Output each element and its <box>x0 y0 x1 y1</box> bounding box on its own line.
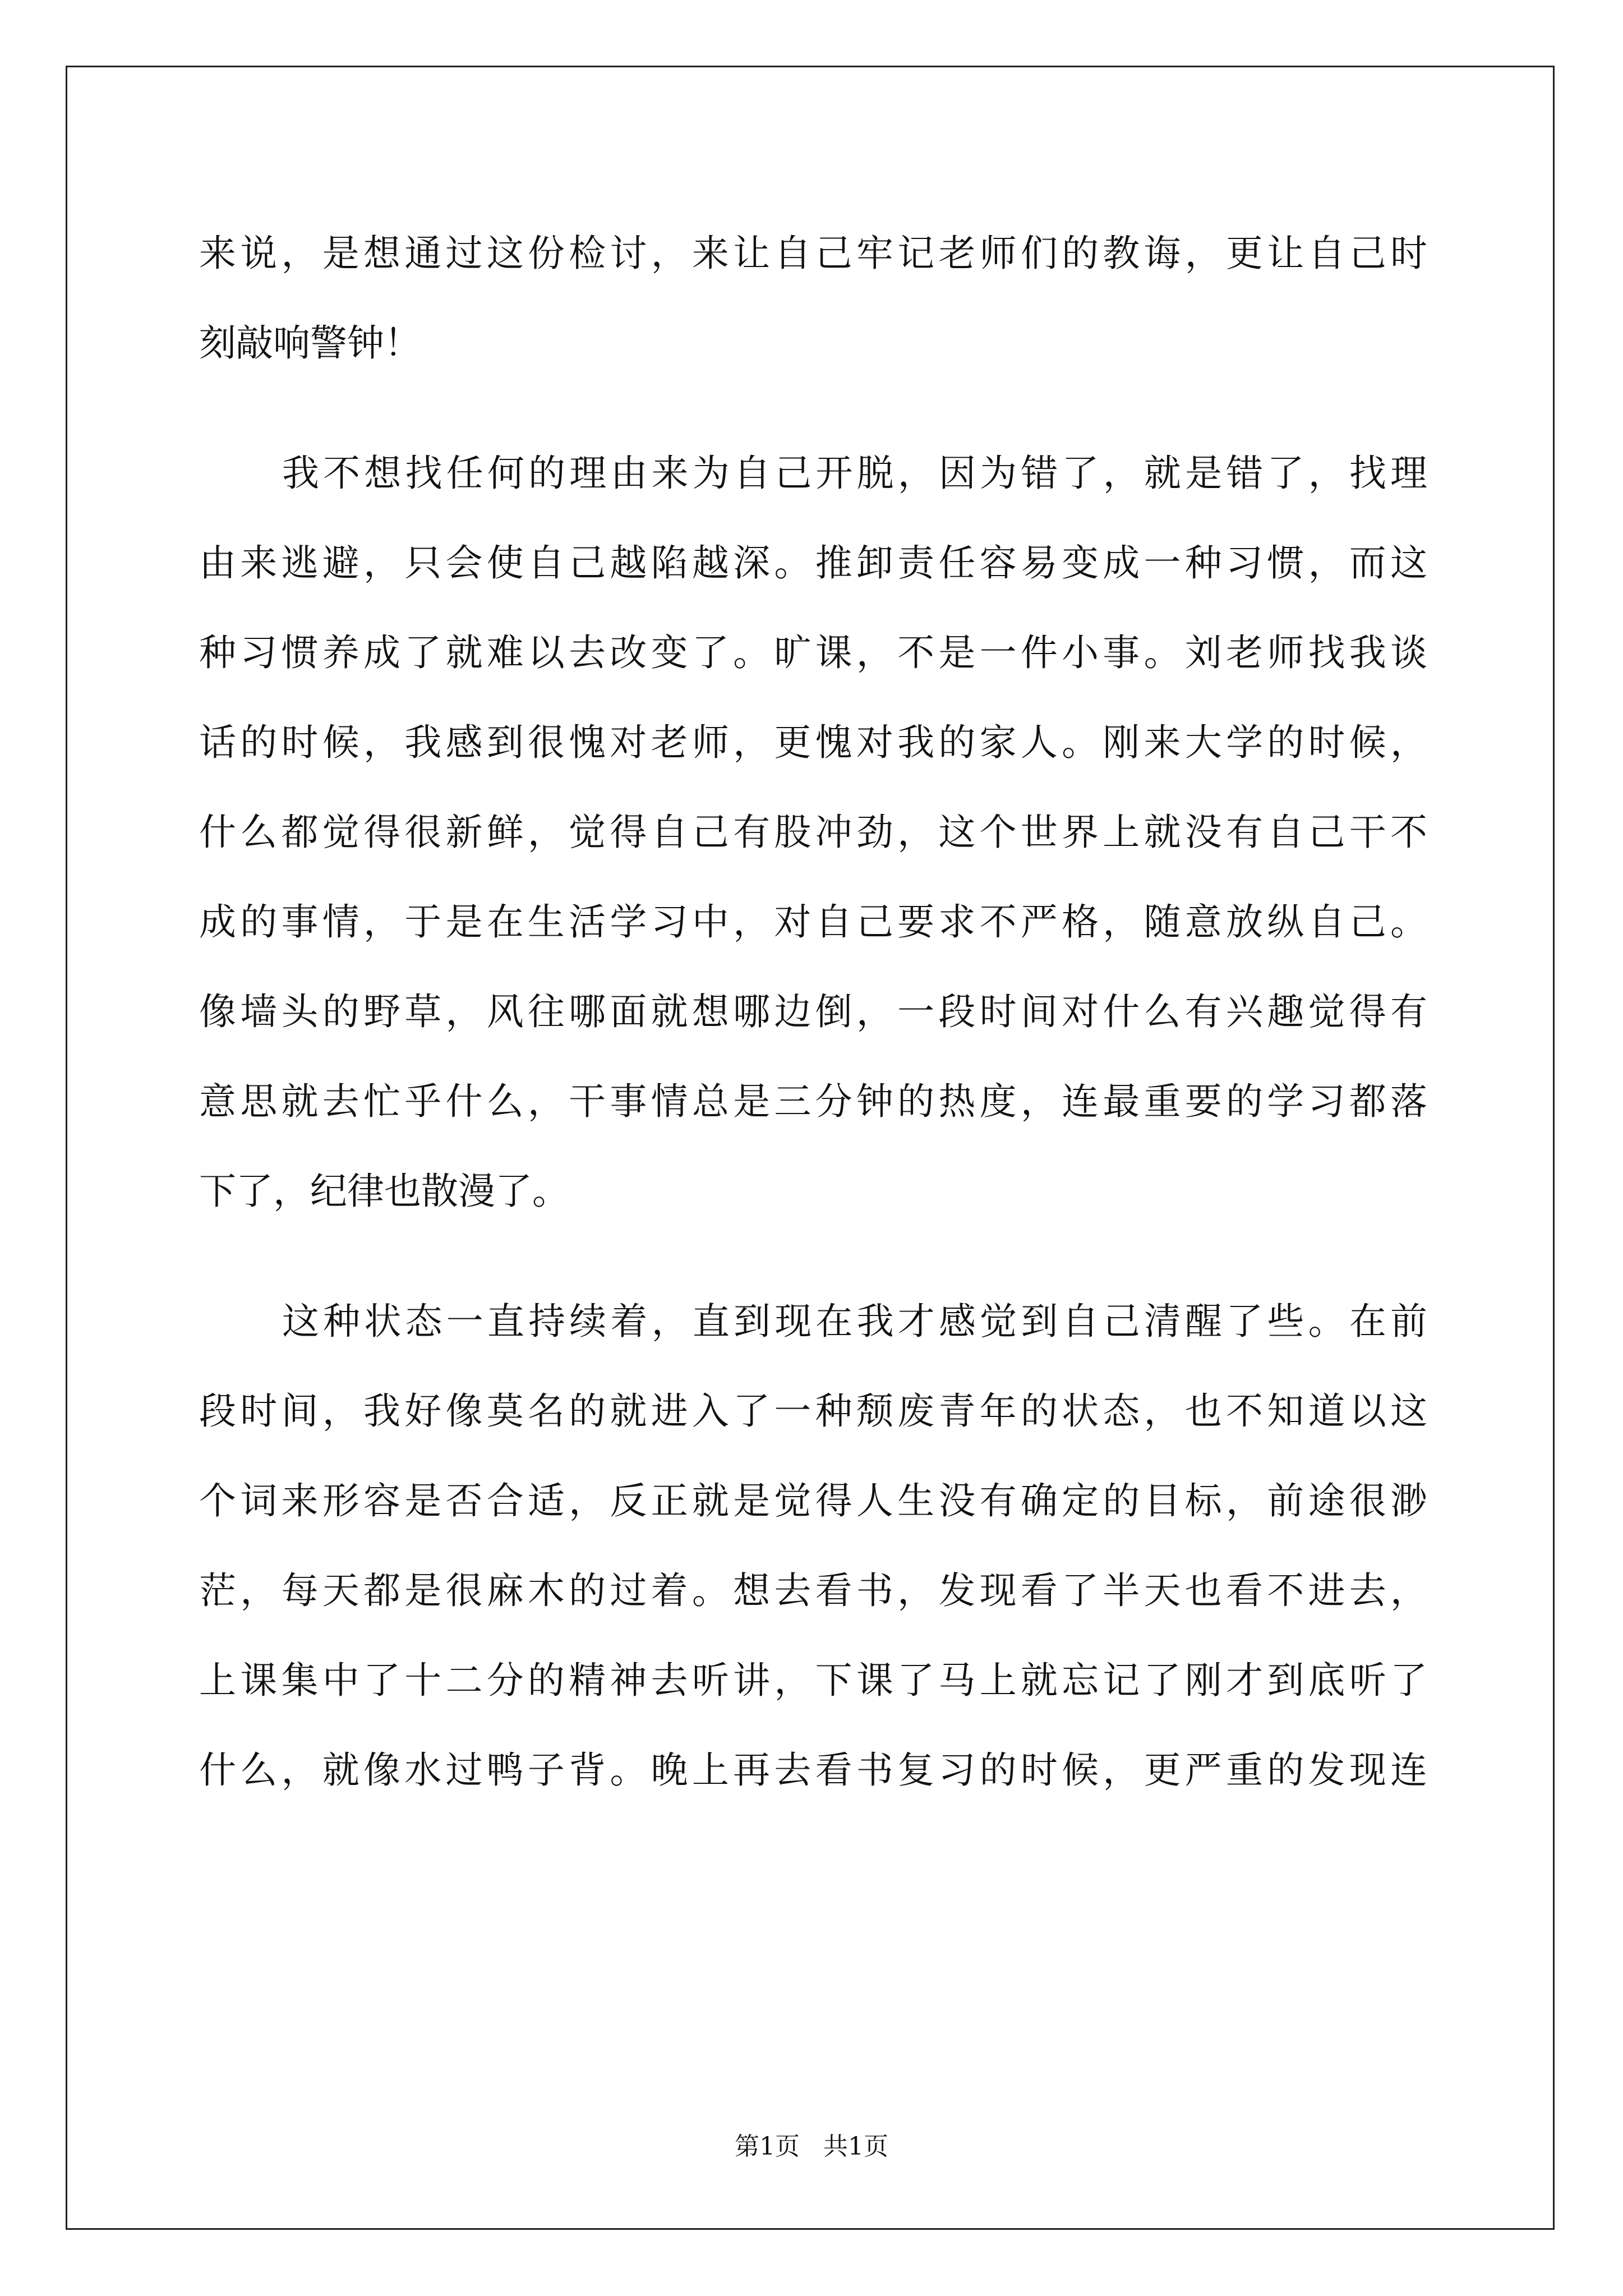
text-line: 下了，纪律也散漫了。 <box>199 1170 569 1213</box>
text-line: 段时间，我好像莫名的就进入了一种颓废青年的状态，也不知道以这 <box>199 1389 1427 1433</box>
paragraph <box>199 429 1427 1236</box>
text-line: 我不想找任何的理由来为自己开脱，因为错了，就是错了，找理 <box>282 452 1427 495</box>
paragraph <box>199 1277 1427 1815</box>
page-footer: 第1页 共1页 <box>735 2132 888 2161</box>
text-line: 什么，就像水过鸭子背。晚上再去看书复习的时候，更严重的发现连 <box>199 1749 1427 1792</box>
text-line: 由来逃避，只会使自己越陷越深。推卸责任容易变成一种习惯，而这 <box>199 541 1427 585</box>
text-line: 什么都觉得很新鲜，觉得自己有股冲劲，这个世界上就没有自己干不 <box>199 811 1427 854</box>
document-body <box>199 209 1427 1815</box>
text-line: 像墙头的野草，风往哪面就想哪边倒，一段时间对什么有兴趣觉得有 <box>199 990 1427 1033</box>
text-line: 意思就去忙乎什么，干事情总是三分钟的热度，连最重要的学习都落 <box>199 1080 1427 1123</box>
text-line: 成的事情，于是在生活学习中，对自己要求不严格，随意放纵自己。 <box>199 900 1427 944</box>
text-line: 这种状态一直持续着，直到现在我才感觉到自己清醒了些。在前 <box>282 1300 1427 1343</box>
paragraph <box>199 209 1427 388</box>
text-line: 话的时候，我感到很愧对老师，更愧对我的家人。刚来大学的时候， <box>199 721 1427 764</box>
text-line: 茫，每天都是很麻木的过着。想去看书，发现看了半天也看不进去， <box>199 1569 1427 1612</box>
text-line: 来说，是想通过这份检讨，来让自己牢记老师们的教诲，更让自己时 <box>199 232 1427 275</box>
text-line: 种习惯养成了就难以去改变了。旷课，不是一件小事。刘老师找我谈 <box>199 631 1427 674</box>
text-line: 刻敲响警钟！ <box>199 321 421 365</box>
text-line: 上课集中了十二分的精神去听讲，下课了马上就忘记了刚才到底听了 <box>199 1659 1427 1702</box>
text-line: 个词来形容是否合适，反正就是觉得人生没有确定的目标，前途很渺 <box>199 1479 1427 1522</box>
